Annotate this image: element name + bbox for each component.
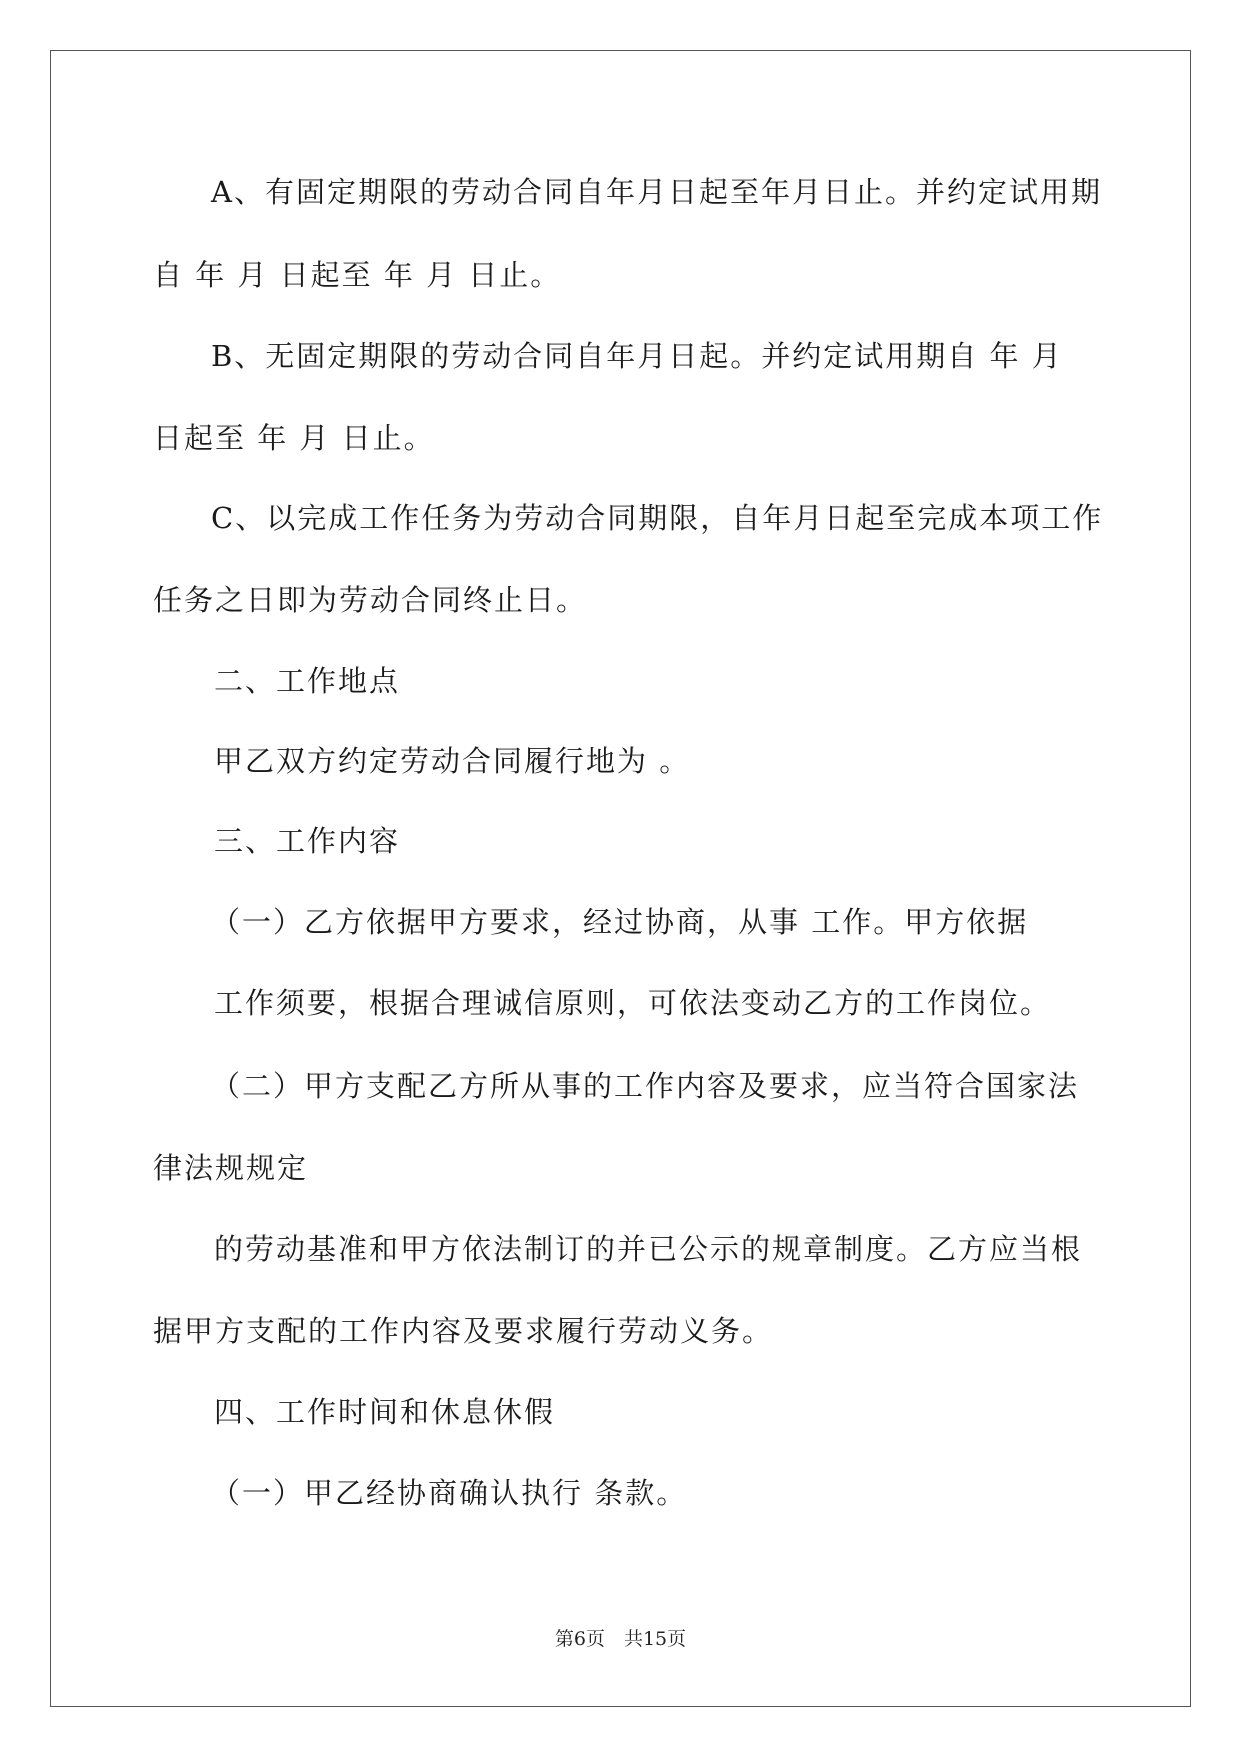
work-content-item-1-line-2: 工作须要，根据合理诚信原则，可依法变动乙方的工作岗位。 — [214, 986, 1052, 1020]
section-heading-work-hours: 四、工作时间和休息休假 — [214, 1395, 556, 1429]
work-content-item-2-line-3: 的劳动基准和甲方依法制订的并已公示的规章制度。乙方应当根 — [214, 1232, 1083, 1266]
work-content-item-2-line-2: 律法规规定 — [153, 1151, 309, 1185]
work-location-text: 甲乙双方约定劳动合同履行地为 。 — [214, 744, 691, 778]
clause-b-line-1: B、无固定期限的劳动合同自年月日起。并约定试用期自 年 月 — [211, 339, 1063, 373]
clause-b-line-2: 日起至 年 月 日止。 — [153, 421, 435, 455]
clause-c-line-1: C、以完成工作任务为劳动合同期限，自年月日起至完成本项工作 — [211, 501, 1104, 535]
section-heading-work-content: 三、工作内容 — [214, 824, 401, 858]
clause-a-line-1: A、有固定期限的劳动合同自年月日起至年月日止。并约定试用期 — [211, 175, 1102, 209]
clause-a-line-2: 自 年 月 日起至 年 月 日止。 — [153, 258, 562, 292]
work-content-item-2-line-1: （二）甲方支配乙方所从事的工作内容及要求，应当符合国家法 — [211, 1069, 1080, 1103]
section-heading-work-location: 二、工作地点 — [214, 664, 401, 698]
work-hours-item-1: （一）甲乙经协商确认执行 条款。 — [211, 1476, 688, 1510]
work-content-item-2-line-4: 据甲方支配的工作内容及要求履行劳动义务。 — [153, 1314, 774, 1348]
page-number-footer: 第6页 共15页 — [554, 1628, 687, 1650]
clause-c-line-2: 任务之日即为劳动合同终止日。 — [153, 583, 588, 617]
work-content-item-1-line-1: （一）乙方依据甲方要求，经过协商，从事 工作。甲方依据 — [211, 905, 1029, 939]
page-border — [50, 50, 1191, 1707]
